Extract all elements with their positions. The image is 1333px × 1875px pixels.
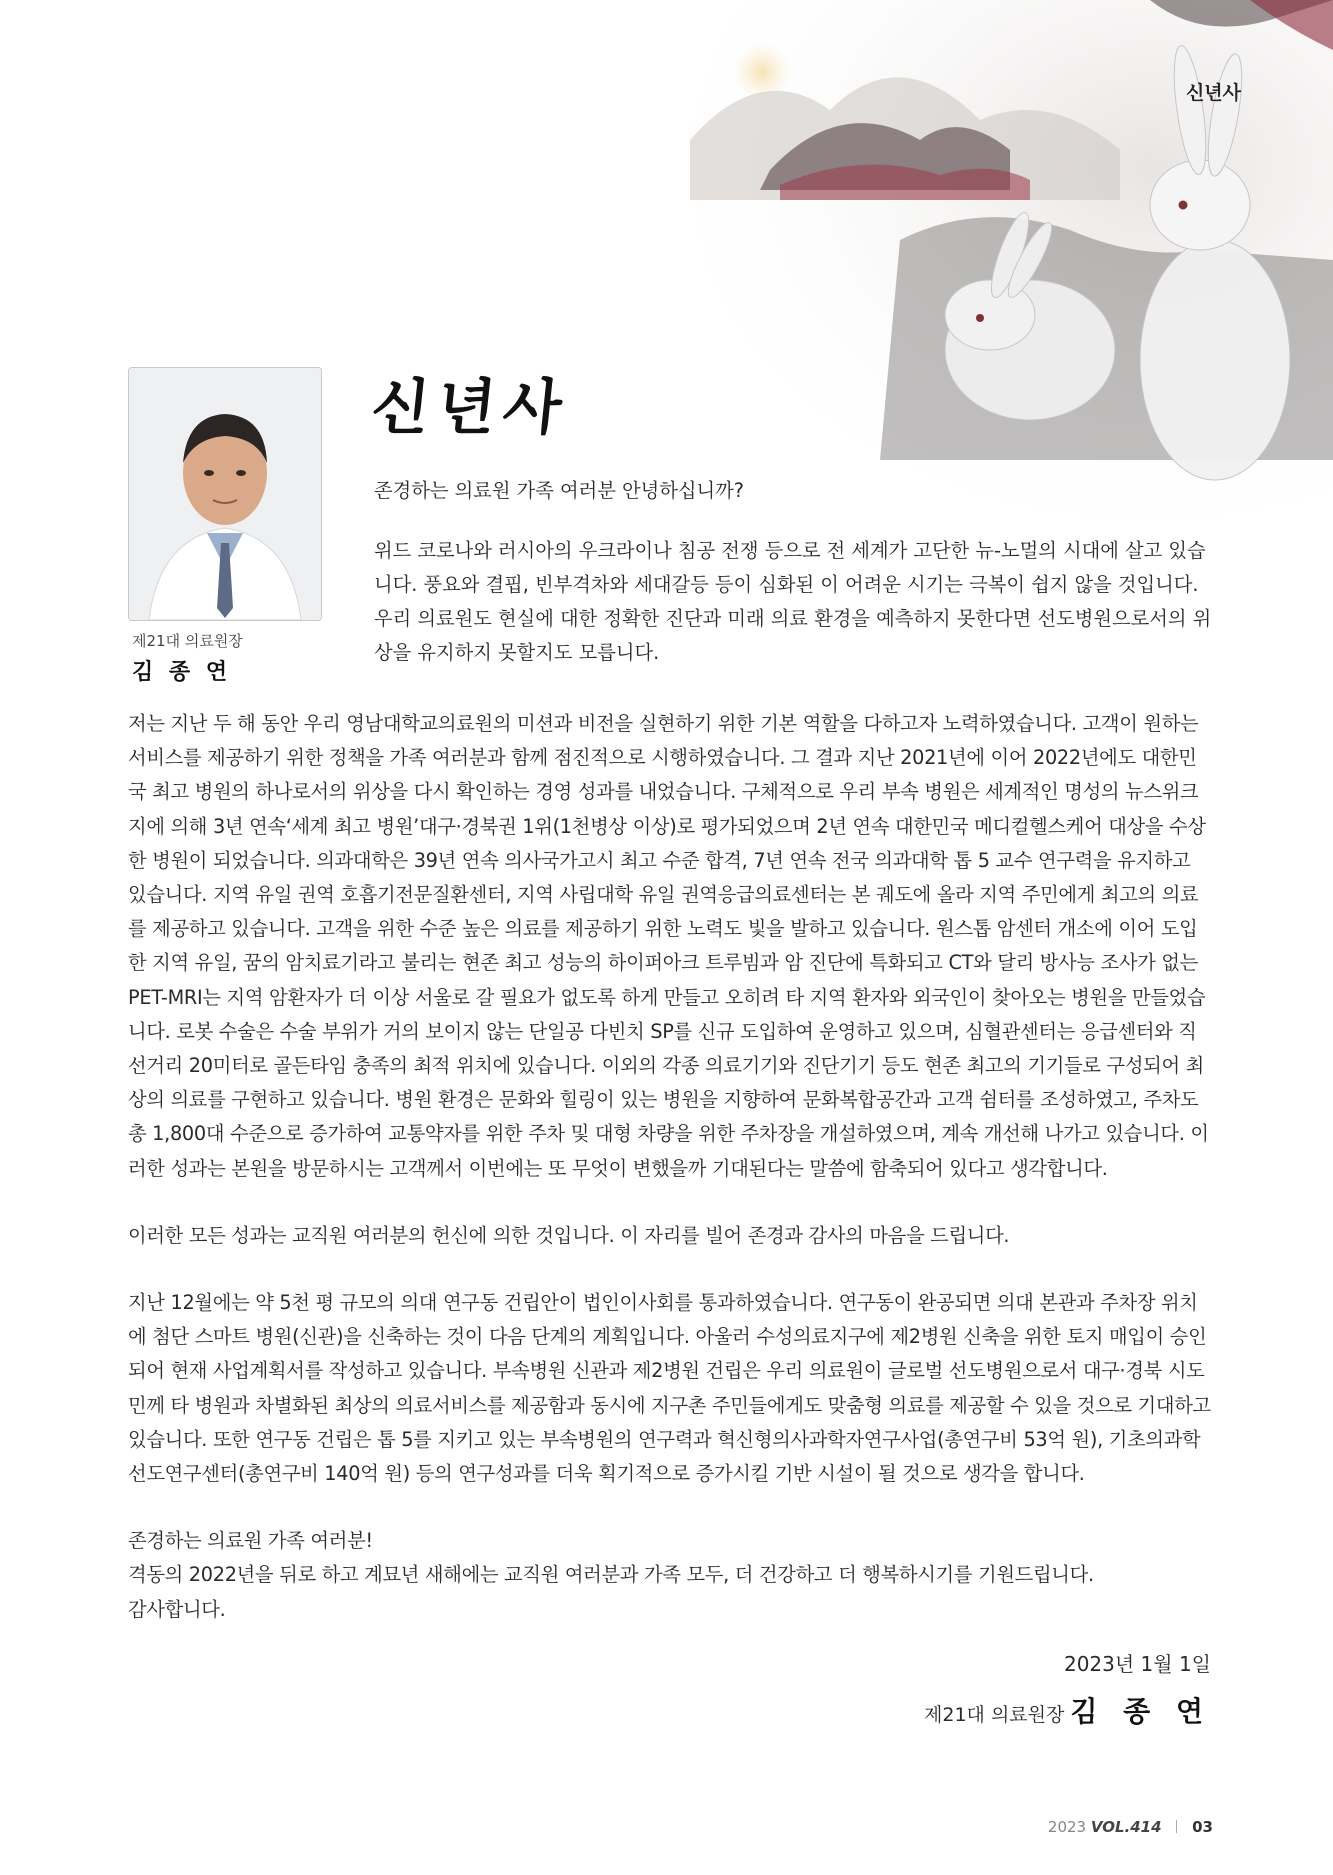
page-footer [1048,1818,1213,1836]
footer-divider [1176,1820,1177,1833]
letter-date: 2023년 1월 1일 [1063,1652,1211,1676]
closing-line: 감사합니다. [128,1597,226,1621]
page-title: 신년사 [367,373,574,443]
footer-volume: VOL.414 [1090,1818,1162,1836]
signature-name: 김 종 연 [1070,1695,1211,1728]
closing-line: 격동의 2022년을 뒤로 하고 계묘년 새해에는 교직원 여러분과 가족 모두, 더 건강하고 더 행복하시기를 기원드립니다. [128,1563,1094,1587]
signature-role: 제21대 의료원장 [924,1704,1065,1726]
section-label: 신년사 [1185,82,1241,104]
closing-line: 존경하는 의료원 가족 여러분! [128,1529,373,1553]
closing-paragraph [128,1524,1213,1627]
body-paragraph: 저는 지난 두 해 동안 우리 영남대학교의료원의 미션과 비전을 실현하기 위한 기본 역할을 다하고자 노력하였습니다. 고객이 원하는 서비스를 제공하기 위한 정책을 가족 여러분과 함께 점진적으로 시행하였습니다. 그 결과 지난 2021년에 이어 2022년에도 대한민국 최고 병원의 하나로서의 위상을 다시 확인하는 경영 성과를 내었습니다. 구체적으로 우리 부속 병원은 세계적인 명성의 뉴스위크지에 의해 3년 연속‘세계 최고 병원’대구·경북권 1위(1천병상 이상)로 평가되었으며 2년 연속 대한민국 메디컬헬스케어 대상을 수상한 병원이 되었습니다. 의과대학은 39년 연속 의사국가고시 최고 수준 합격, 7년 연속 전국 의과대학 톱 5 교수 연구력을 유지하고 있습니다. 지역 유일 권역 호흡기전문질환센터, 지역 사립대학 유일 권역응급의료센터는 본 궤도에 올라 지역 주민에게 최고의 의료를 제공하고 있습니다. 고객을 위한 수준 높은 의료를 제공하기 위한 노력도 빛을 발하고 있습니다. 원스톱 암센터 개소에 이어 도입한 지역 유일, 꿈의 암치료기라고 불리는 현존 최고 성능의 하이퍼아크 트루빔과 암 진단에 특화되고 CT와 달리 방사능 조사가 없는 PET-MRI는 지역 암환자가 더 이상 서울로 갈 필요가 없도록 하게 만들고 오히려 타 지역 환자와 외국인이 찾아오는 병원을 만들었습니다. 로봇 수술은 수술 부위가 거의 보이지 않는 단일공 다빈치 SP를 신규 도입하여 운영하고 있으며, 심혈관센터는 응급센터와 직선거리 20미터로 골든타임 충족의 최적 위치에 있습니다. 이외의 각종 의료기기와 진단기기 등도 현존 최고의 기기들로 구성되어 최상의 의료를 구현하고 있습니다. 병원 환경은 문화와 힐링이 있는 병원을 지향하여 문화복합공간과 고객 쉼터를 조성하였고, 주차도 총 1,800대 수준으로 증가하여 교통약자를 위한 주차 및 대형 차량을 위한 주차장을 개설하였으며, 계속 개선해 나가고 있습니다. 이러한 성과는 본원을 방문하시는 고객께서 이번에는 또 무엇이 변했을까 기대된다는 말씀에 함축되어 있다고 생각합니다. [128,712,1209,1180]
person-photo-icon [129,368,321,620]
body-paragraph: 이러한 모든 성과는 교직원 여러분의 헌신에 의한 것입니다. 이 자리를 빌어 존경과 감사의 마음을 드립니다. [128,1223,1010,1247]
author-portrait [128,367,322,621]
author-name: 김 종 연 [132,660,232,685]
intro-paragraph: 존경하는 의료원 가족 여러분 안녕하십니까? [374,479,745,502]
author-role: 제21대 의료원장 [132,632,243,650]
page-number: 03 [1192,1818,1213,1836]
intro-paragraph: 위드 코로나와 러시아의 우크라이나 침공 전쟁 등으로 전 세계가 고단한 뉴-노멀의 시대에 살고 있습니다. 풍요와 결핍, 빈부격차와 세대갈등 등이 심화된 이 어려운 시기는 극복이 쉽지 않을 것입니다. 우리 의료원도 현실에 대한 정확한 진단과 미래 의료 환경을 예측하지 못한다면 선도병원으로서의 위상을 유지하지 못할지도 모릅니다. [374,539,1212,664]
letter-body [128,707,1213,1627]
footer-year: 2023 [1047,1818,1087,1836]
signature [924,1690,1211,1730]
body-paragraph: 지난 12월에는 약 5천 평 규모의 의대 연구동 건립안이 법인이사회를 통과하였습니다. 연구동이 완공되면 의대 본관과 주차장 위치에 첨단 스마트 병원(신관)을 신축하는 것이 다음 단계의 계획입니다. 아울러 수성의료지구에 제2병원 신축을 위한 토지 매입이 승인되어 현재 사업계획서를 작성하고 있습니다. 부속병원 신관과 제2병원 건립은 우리 의료원이 글로벌 선도병원으로서 대구·경북 시도민께 타 병원과 차별화된 최상의 의료서비스를 제공함과 동시에 지구촌 주민들에게도 맞춤형 의료를 제공할 수 있을 것으로 기대하고 있습니다. 또한 연구동 건립은 톱 5를 지키고 있는 부속병원의 연구력과 혁신형의사과학자연구사업(총연구비 53억 원), 기초의과학선도연구센터(총연구비 140억 원) 등의 연구성과를 더욱 획기적으로 증가시킬 기반 시설이 될 것으로 생각을 합니다. [128,1291,1211,1486]
intro-text [374,474,1214,696]
